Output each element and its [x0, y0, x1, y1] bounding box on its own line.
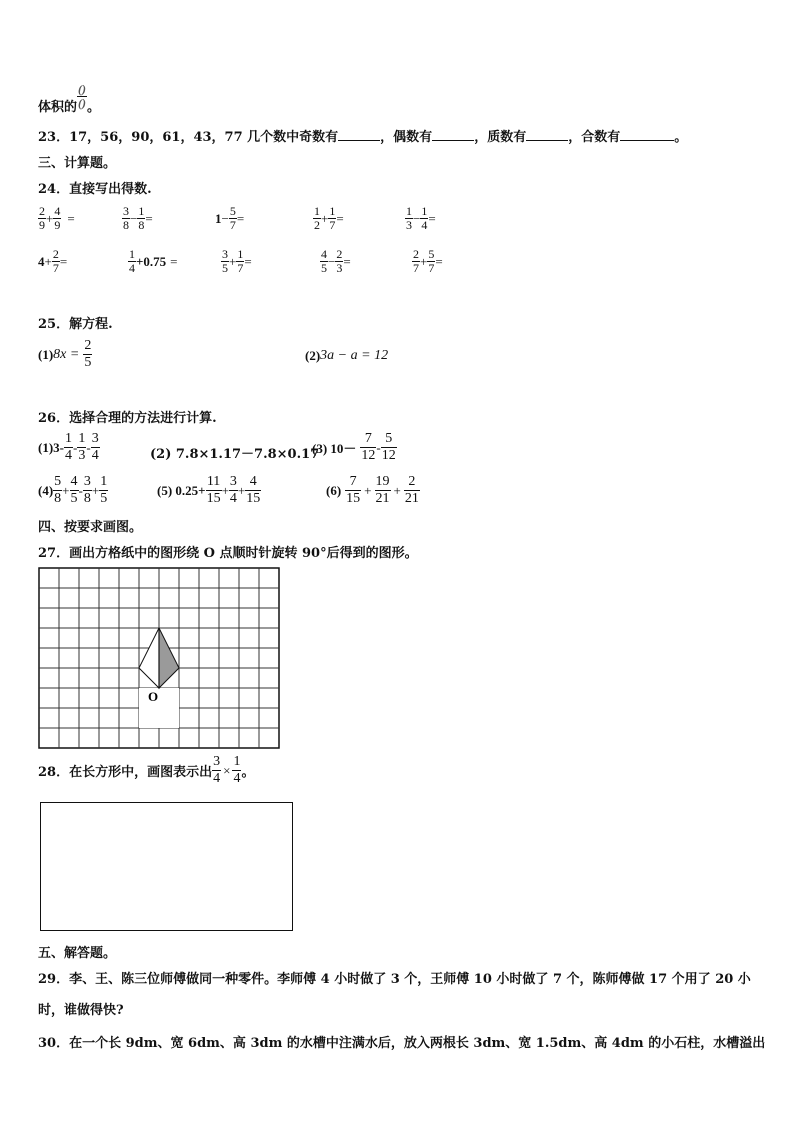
frac-num: 3	[83, 474, 91, 489]
section-5-heading: 五、解答题。	[38, 946, 117, 961]
operator: −	[221, 210, 229, 226]
q23-blank-odd[interactable]	[338, 128, 380, 141]
q24-item-10	[412, 248, 443, 275]
q23-text-b: ，偶数有	[380, 130, 433, 145]
equals: =	[236, 210, 245, 226]
frac-den: 15	[346, 491, 361, 506]
q27-grid-figure[interactable]	[38, 567, 282, 751]
q26-title: 26．选择合理的方法进行计算.	[38, 411, 217, 426]
operator: +	[393, 482, 401, 498]
q22-frac-den: ()	[78, 96, 87, 110]
q24-item-2	[122, 205, 153, 232]
frac-den: 8	[54, 491, 62, 506]
frac-num: 2	[413, 247, 419, 261]
frac-num: 1	[138, 204, 145, 218]
q26-problem-3	[312, 431, 397, 464]
q23-text-d: ，合数有	[568, 130, 621, 145]
frac-num: 7	[364, 431, 372, 446]
frac-den: 4	[421, 218, 428, 232]
q24-item-9	[320, 248, 351, 275]
section-4-heading: 四、按要求画图。	[38, 520, 143, 535]
q25-equation-2	[305, 348, 388, 364]
eq-lhs: 8x =	[53, 346, 80, 362]
operator: ×	[223, 762, 231, 778]
q24-item-6	[38, 248, 67, 275]
problem-label: (4)	[38, 482, 54, 498]
frac-num: 2	[39, 204, 45, 218]
q24-item-5	[405, 205, 436, 232]
q24-item-1	[38, 205, 75, 232]
operator: +	[221, 482, 229, 498]
section-3-heading: 三、计算题。	[38, 156, 117, 171]
q24-item-3	[215, 205, 244, 232]
equals: =	[343, 253, 351, 269]
frac-num: 1	[421, 204, 428, 218]
q25-equation-1	[38, 338, 92, 371]
q23-text-a: 23．17，56，90，61，43，77 几个数中奇数有	[38, 130, 339, 145]
frac-den: 7	[413, 261, 419, 275]
operator: −	[413, 210, 421, 226]
q25-title: 25．解方程.	[38, 317, 113, 332]
frac-num: 1	[329, 204, 336, 218]
problem-label: (6)	[326, 482, 342, 498]
q24-item-4	[313, 205, 344, 232]
frac-den: 4	[91, 448, 99, 463]
q26-problem-6	[326, 474, 420, 507]
equals: =	[170, 253, 178, 269]
frac-num: 5	[229, 204, 236, 218]
frac-den: 12	[381, 448, 396, 463]
frac-num: 4	[321, 247, 327, 261]
eq-label: (2)	[305, 348, 321, 363]
frac-den: 2	[314, 218, 320, 232]
frac-num: 1	[237, 247, 244, 261]
problem-label: (5) 0.25+	[157, 482, 206, 498]
q26-problem-2: (2) 7.8×1.17－7.8×0.17	[150, 447, 320, 462]
operator: -	[73, 439, 78, 455]
q27-title: 27．画出方格纸中的图形绕 O 点顺时针旋转 90°后得到的图形。	[38, 546, 418, 561]
frac-num: 1	[314, 204, 320, 218]
frac-den: 7	[52, 261, 59, 275]
equals: =	[428, 210, 436, 226]
frac-den: 12	[361, 448, 376, 463]
frac-den: 8	[123, 218, 129, 232]
frac-den: 4	[213, 771, 221, 786]
q28-suffix: 。	[241, 765, 255, 780]
frac-den: 7	[428, 261, 435, 275]
frac-den: 5	[222, 261, 228, 275]
frac-num: 5	[385, 431, 393, 446]
frac-den: 4	[233, 771, 241, 786]
q28-question	[38, 754, 254, 787]
q26-problem-4	[38, 474, 108, 507]
frac-num: 2	[408, 474, 416, 489]
frac-den: 3	[78, 448, 86, 463]
q23-blank-prime[interactable]	[526, 128, 568, 141]
frac-den: 9	[54, 218, 61, 232]
frac-den: 4	[229, 491, 237, 506]
frac-num: 3	[229, 474, 237, 489]
equals: =	[145, 210, 153, 226]
operator: +	[364, 482, 372, 498]
frac-den: 21	[404, 491, 419, 506]
q23-question	[38, 126, 687, 145]
frac-num: 4	[249, 474, 257, 489]
q28-drawing-rectangle[interactable]	[40, 802, 293, 931]
q24-item-8	[221, 248, 252, 275]
operator: -	[78, 482, 83, 498]
frac-den: 8	[83, 491, 91, 506]
q28-prefix: 28．在长方形中，画图表示出	[38, 765, 213, 780]
frac-den: 8	[138, 218, 145, 232]
frac-num: 4	[54, 204, 61, 218]
frac-den: 7	[237, 261, 244, 275]
frac-num: 3	[91, 431, 99, 446]
problem-label: (3) 10－	[312, 441, 357, 456]
frac-den: 15	[246, 491, 261, 506]
frac-den: 4	[65, 448, 72, 463]
frac-num: 1	[100, 474, 108, 489]
operator: −	[328, 253, 336, 269]
equals: =	[336, 210, 344, 226]
operator: -	[376, 439, 381, 455]
frac-den: 21	[375, 491, 390, 506]
equals: =	[67, 210, 75, 226]
whole-number: 1	[215, 210, 222, 226]
frac-den: 7	[329, 218, 336, 232]
frac-num: 3	[213, 754, 221, 769]
operator: +	[321, 210, 329, 226]
operator: +0.75	[136, 253, 167, 269]
frac-num: 2	[52, 247, 59, 261]
frac-den: 3	[336, 261, 343, 275]
frac-num: 5	[54, 474, 62, 489]
frac-num: 2	[336, 247, 343, 261]
operator: +	[46, 210, 54, 226]
operator: +	[229, 253, 237, 269]
frac-num: 1	[406, 204, 412, 218]
frac-num: 3	[222, 247, 228, 261]
equals: =	[244, 253, 252, 269]
operator: +	[420, 253, 428, 269]
q24-title: 24．直接写出得数.	[38, 182, 152, 197]
frac-num: 1	[78, 431, 86, 446]
frac-num: 5	[428, 247, 435, 261]
operator: +	[44, 253, 52, 269]
q22-prefix: 体积的	[38, 100, 78, 115]
frac-num: 2	[84, 338, 92, 353]
frac-den: 5	[321, 261, 327, 275]
equals: =	[59, 253, 68, 269]
q30-line-1: 30．在一个长 9dm、宽 6dm、高 3dm 的水槽中注满水后，放入两根长 3dm、宽 1.5dm、高 4dm 的小石柱，水槽溢出	[38, 1036, 766, 1051]
frac-den: 5	[100, 491, 108, 506]
operator: +	[62, 482, 70, 498]
frac-den: 5	[70, 491, 78, 506]
frac-num: 11	[206, 474, 221, 489]
q22-tail	[38, 78, 100, 115]
frac-den: 9	[39, 218, 45, 232]
point-o-label: O	[148, 689, 159, 704]
operator: +	[91, 482, 100, 498]
frac-num: 3	[123, 204, 129, 218]
frac-den: 5	[84, 355, 92, 370]
equals: =	[435, 253, 443, 269]
operator: +	[237, 482, 246, 498]
frac-num: 7	[349, 474, 357, 489]
q23-text-c: ，质数有	[474, 130, 527, 145]
q23-text-e: 。	[674, 130, 688, 145]
q23-blank-even[interactable]	[432, 128, 474, 141]
frac-den: 4	[129, 261, 135, 275]
q22-frac-num: ()	[78, 82, 87, 96]
q24-item-7	[128, 248, 178, 275]
frac-den: 3	[406, 218, 412, 232]
frac-num: 19	[375, 474, 390, 489]
frac-num: 1	[233, 754, 241, 769]
frac-den: 7	[229, 218, 236, 232]
operator: -	[86, 439, 91, 455]
q22-suffix: 。	[87, 100, 101, 115]
frac-num: 1	[65, 431, 72, 446]
q26-problem-5	[157, 474, 261, 507]
problem-label: (1)3-	[38, 439, 64, 455]
eq-label: (1)	[38, 346, 54, 362]
frac-num: 1	[129, 247, 135, 261]
eq-expression: 3a − a = 12	[320, 348, 389, 363]
whole-number: 4	[38, 253, 45, 269]
q29-line-2: 时，谁做得快?	[38, 1003, 124, 1018]
operator: −	[130, 210, 138, 226]
q22-fraction	[77, 83, 87, 110]
q26-problem-1	[38, 431, 100, 464]
q29-line-1: 29．李、王、陈三位师傅做同一种零件。李师傅 4 小时做了 3 个，王师傅 10 小时做了 7 个，陈师傅做 17 个用了 20 小	[38, 972, 751, 987]
frac-den: 15	[206, 491, 221, 506]
frac-num: 4	[70, 474, 78, 489]
q23-blank-composite[interactable]	[620, 128, 674, 141]
